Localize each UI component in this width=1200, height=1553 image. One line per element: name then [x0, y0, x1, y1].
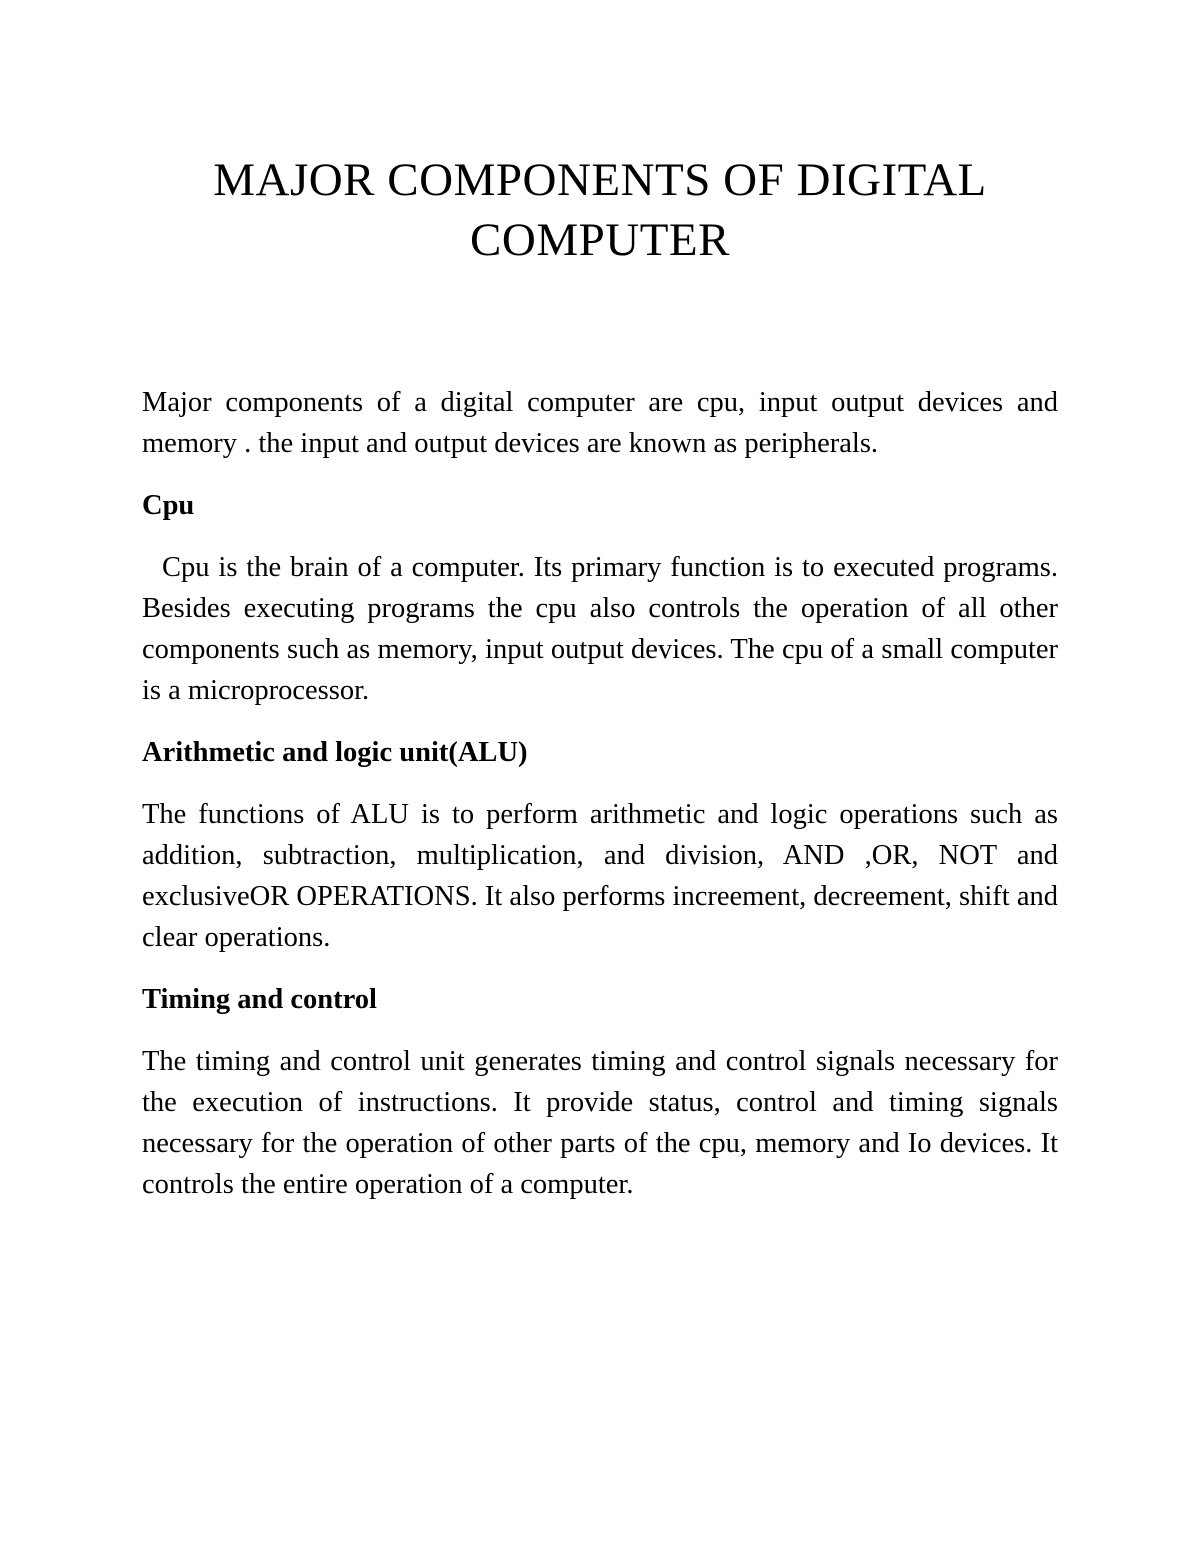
section-body-cpu: Cpu is the brain of a computer. Its primary function is to executed programs. Besides executing programs the cpu also controls the operation of all other components such as memory, input output devices. The cpu of a small computer is a microprocessor.	[142, 552, 1058, 706]
section-body-timing-control: The timing and control unit generates timing and control signals necessary for the execution of instructions. It provide status, control and timing signals necessary for the operation of other parts of the cpu, memory and Io devices. It controls the entire operation of a computer.	[142, 1046, 1058, 1200]
page-title	[0, 150, 1200, 270]
section-heading-cpu: Cpu	[142, 490, 195, 521]
title-line-2: COMPUTER	[470, 214, 730, 266]
title-line-1: MAJOR COMPONENTS OF DIGITAL	[213, 154, 987, 206]
intro-paragraph: Major components of a digital computer are cpu, input output devices and memory . the input and output devices are known as peripherals.	[142, 387, 1058, 459]
section-body-alu: The functions of ALU is to perform arithmetic and logic operations such as addition, subtraction, multiplication, and division, AND ,OR, NOT and exclusiveOR OPERATIONS. It also performs increement, decreement, shift and clear operations.	[142, 799, 1058, 953]
section-heading-alu: Arithmetic and logic unit(ALU)	[142, 737, 528, 768]
document-body	[142, 382, 1058, 1226]
section-heading-timing-control: Timing and control	[142, 984, 377, 1015]
